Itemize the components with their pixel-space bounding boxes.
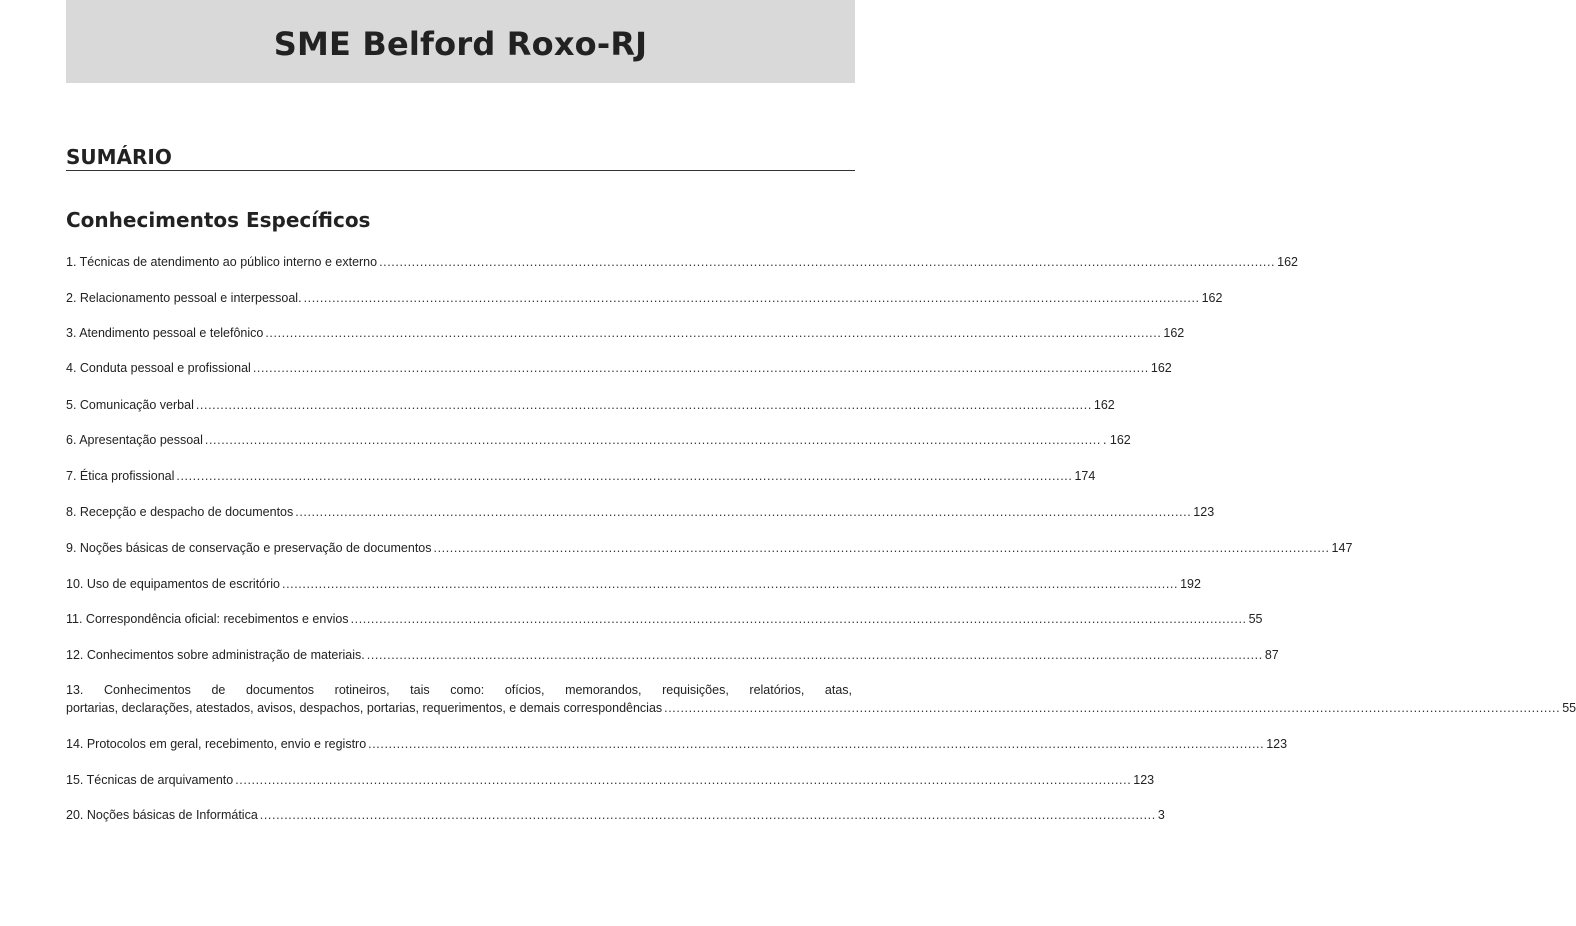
toc-leader-dots: ............................................................................................................................................................................................................................ <box>176 469 1073 483</box>
header-band <box>66 0 855 83</box>
toc-item[interactable] <box>66 735 1288 753</box>
toc-leader-dots: ............................................................................................................................................................................................................................ <box>195 398 1092 412</box>
toc-item[interactable] <box>66 503 1215 521</box>
toc-leader-dots: ............................................................................................................................................................................................................................ <box>379 255 1276 269</box>
toc-item[interactable] <box>66 610 1263 628</box>
toc-item[interactable] <box>66 253 1298 271</box>
toc-item-label: 11. Correspondência oficial: recebimentos e envios <box>66 612 349 626</box>
toc-item-label: 7. Ética profissional <box>66 469 175 483</box>
toc-item[interactable] <box>66 324 1185 342</box>
toc-item-page: 162 <box>1150 361 1172 375</box>
toc-leader-dots: ............................................................................................................................................................................................................................ <box>259 808 1156 822</box>
toc-item-page: 123 <box>1133 773 1155 787</box>
toc-item-page: 147 <box>1331 541 1353 555</box>
toc-item-page: 162 <box>1201 291 1223 305</box>
toc-item[interactable] <box>66 467 1096 485</box>
toc-item-page: . 162 <box>1102 433 1131 447</box>
toc-item[interactable] <box>66 646 1279 664</box>
toc-leader-dots: ............................................................................................................................................................................................................................ <box>366 648 1263 662</box>
toc-item[interactable] <box>66 431 1131 449</box>
toc-item-label: 10. Uso de equipamentos de escritório <box>66 577 281 591</box>
toc-leader-dots: ............................................................................................................................................................................................................................ <box>664 701 1561 715</box>
toc-item-label: 4. Conduta pessoal e profissional <box>66 361 251 375</box>
toc-item-label: 14. Protocolos em geral, recebimento, envio e registro <box>66 737 367 751</box>
toc-item[interactable] <box>66 359 1172 377</box>
toc-item[interactable] <box>66 806 1165 824</box>
toc-leader-dots: ............................................................................................................................................................................................................................ <box>303 291 1200 305</box>
toc-leader-dots: ............................................................................................................................................................................................................................ <box>295 505 1192 519</box>
toc-item-label: 12. Conhecimentos sobre administração de materiais. <box>66 648 365 662</box>
toc-item-page: 162 <box>1093 398 1115 412</box>
toc-item-page: 87 <box>1264 648 1279 662</box>
toc-item-label: 6. Apresentação pessoal <box>66 433 203 447</box>
toc-item[interactable] <box>66 771 1155 789</box>
toc-leader-dots: ............................................................................................................................................................................................................................ <box>282 577 1179 591</box>
toc-item-page: 123 <box>1193 505 1215 519</box>
toc-item-label: 5. Comunicação verbal <box>66 398 194 412</box>
toc-leader-dots: ............................................................................................................................................................................................................................ <box>265 326 1162 340</box>
toc-item-page: 55 <box>1248 612 1263 626</box>
toc-item-multiline[interactable] <box>66 681 1576 717</box>
toc-leader-dots: ............................................................................................................................................................................................................................ <box>368 737 1265 751</box>
toc-item-page: 162 <box>1277 255 1298 269</box>
toc-item-page: 192 <box>1180 577 1201 591</box>
toc-item[interactable] <box>66 396 1115 414</box>
toc-item[interactable] <box>66 539 1353 557</box>
toc-leader-dots: ............................................................................................................................................................................................................................ <box>252 361 1149 375</box>
toc-item[interactable] <box>66 575 1201 593</box>
toc-item-page: 162 <box>1163 326 1185 340</box>
toc-item-page: 3 <box>1157 808 1165 822</box>
document-title: SME Belford Roxo-RJ <box>273 24 648 63</box>
toc-item[interactable] <box>66 289 1223 307</box>
toc-item-label: 2. Relacionamento pessoal e interpessoal. <box>66 291 302 305</box>
toc-item-label: 8. Recepção e despacho de documentos <box>66 505 294 519</box>
toc-leader-dots: ............................................................................................................................................................................................................................ <box>433 541 1330 555</box>
toc-item-page: 174 <box>1074 469 1096 483</box>
toc-item-label: 15. Técnicas de arquivamento <box>66 773 234 787</box>
toc-leader-dots: ............................................................................................................................................................................................................................ <box>350 612 1247 626</box>
toc-item-page: 123 <box>1266 737 1288 751</box>
summary-heading: SUMÁRIO <box>66 144 855 171</box>
toc-item-label: 3. Atendimento pessoal e telefônico <box>66 326 264 340</box>
toc-item-label-line2: portarias, declarações, atestados, avisos, despachos, portarias, requerimentos, e demais correspondências <box>66 701 663 715</box>
toc-item-line2 <box>66 699 1576 717</box>
toc-item-label-line1: 13. Conhecimentos de documentos rotineiros, tais como: ofícios, memorandos, requisições, relatórios, atas, <box>66 683 852 697</box>
section-heading: Conhecimentos Específicos <box>66 208 371 232</box>
toc-item-label: 9. Noções básicas de conservação e preservação de documentos <box>66 541 432 555</box>
toc-leader-dots: ............................................................................................................................................................................................................................ <box>235 773 1132 787</box>
toc-item-label: 20. Noções básicas de Informática <box>66 808 258 822</box>
toc-item-page: 55 <box>1562 701 1576 715</box>
toc-item-label: 1. Técnicas de atendimento ao público interno e externo <box>66 255 378 269</box>
toc-leader-dots: ............................................................................................................................................................................................................................ <box>204 433 1101 447</box>
